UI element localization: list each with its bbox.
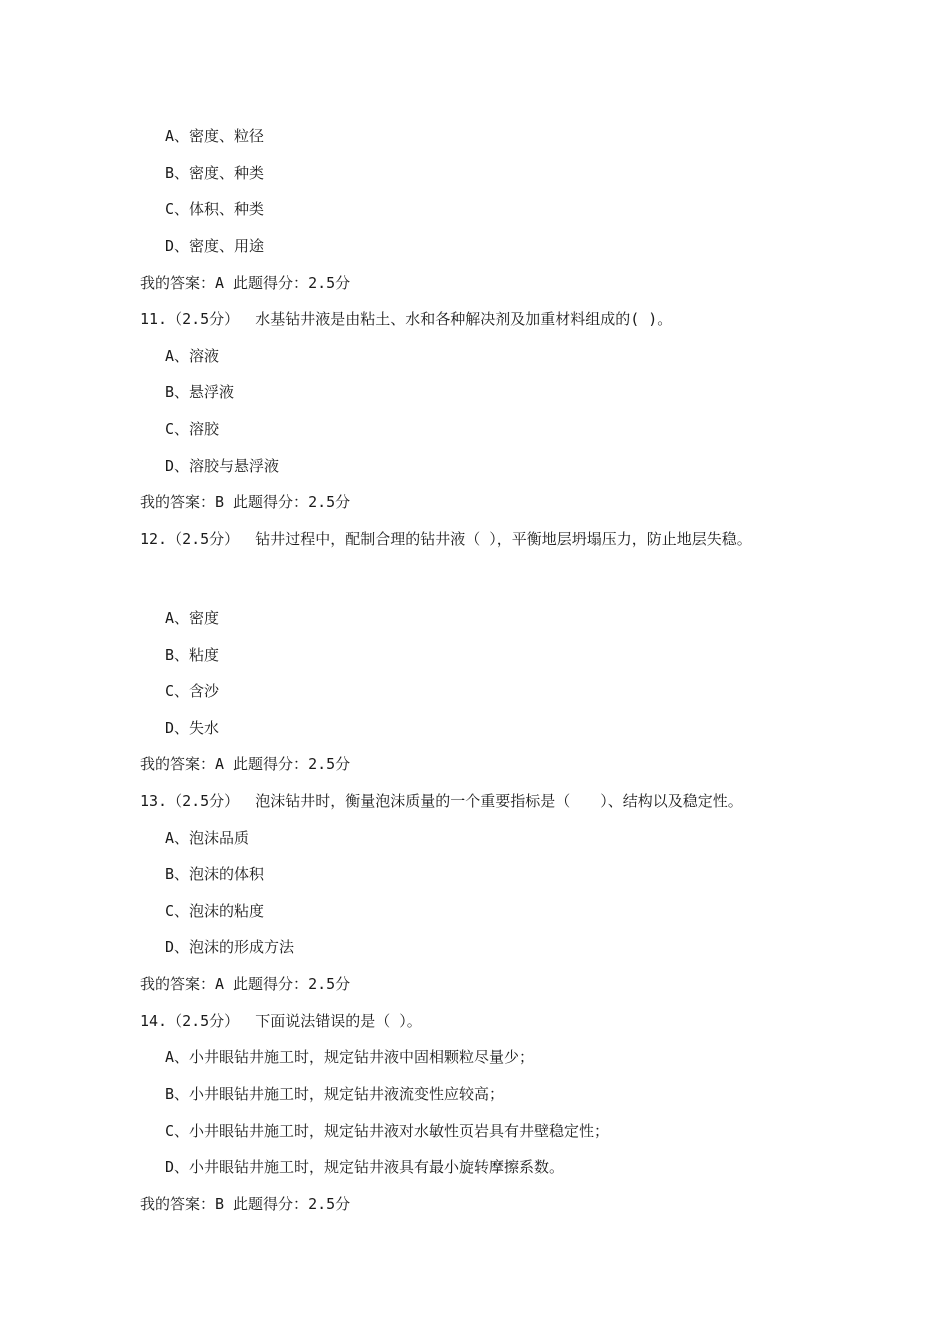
option-d: D、溶胶与悬浮液 xyxy=(165,457,280,475)
option-b: B、密度、种类 xyxy=(165,164,265,182)
question-14 xyxy=(140,1011,422,1031)
option-a: A、密度、粒径 xyxy=(165,127,265,145)
option-c: C、含沙 xyxy=(165,682,220,700)
answer-line: 我的答案：A 此题得分：2.5分 xyxy=(140,755,351,773)
question-stem: 钻井过程中，配制合理的钻井液（ ），平衡地层坍塌压力，防止地层失稳。 xyxy=(255,530,752,548)
question-number: 11.（2.5分） xyxy=(140,310,240,328)
question-11 xyxy=(140,309,672,329)
question-number: 13.（2.5分） xyxy=(140,792,240,810)
option-a: A、溶液 xyxy=(165,347,220,365)
option-b: B、粘度 xyxy=(165,646,220,664)
question-13 xyxy=(140,791,743,811)
option-c: C、溶胶 xyxy=(165,420,220,438)
option-c: C、小井眼钻井施工时，规定钻井液对水敏性页岩具有井壁稳定性； xyxy=(165,1122,610,1140)
question-stem: 泡沫钻井时，衡量泡沫质量的一个重要指标是（ ）、结构以及稳定性。 xyxy=(255,792,743,810)
option-b: B、小井眼钻井施工时，规定钻井液流变性应较高； xyxy=(165,1085,505,1103)
answer-line: 我的答案：B 此题得分：2.5分 xyxy=(140,1195,351,1213)
option-d: D、泡沫的形成方法 xyxy=(165,938,295,956)
option-a: A、泡沫品质 xyxy=(165,829,250,847)
question-12 xyxy=(140,529,752,549)
option-a: A、密度 xyxy=(165,609,220,627)
answer-line: 我的答案：A 此题得分：2.5分 xyxy=(140,975,351,993)
question-number: 14.（2.5分） xyxy=(140,1012,240,1030)
option-c: C、体积、种类 xyxy=(165,200,265,218)
answer-line: 我的答案：A 此题得分：2.5分 xyxy=(140,274,351,292)
answer-line: 我的答案：B 此题得分：2.5分 xyxy=(140,493,351,511)
option-d: D、小井眼钻井施工时，规定钻井液具有最小旋转摩擦系数。 xyxy=(165,1158,565,1176)
question-number: 12.（2.5分） xyxy=(140,530,240,548)
option-c: C、泡沫的粘度 xyxy=(165,902,265,920)
question-stem: 水基钻井液是由粘土、水和各种解决剂及加重材料组成的( )。 xyxy=(255,310,673,328)
option-d: D、失水 xyxy=(165,719,220,737)
question-stem: 下面说法错误的是（ ）。 xyxy=(255,1012,422,1030)
option-b: B、泡沫的体积 xyxy=(165,865,265,883)
option-a: A、小井眼钻井施工时，规定钻井液中固相颗粒尽量少； xyxy=(165,1048,535,1066)
option-b: B、悬浮液 xyxy=(165,383,235,401)
option-d: D、密度、用途 xyxy=(165,237,265,255)
